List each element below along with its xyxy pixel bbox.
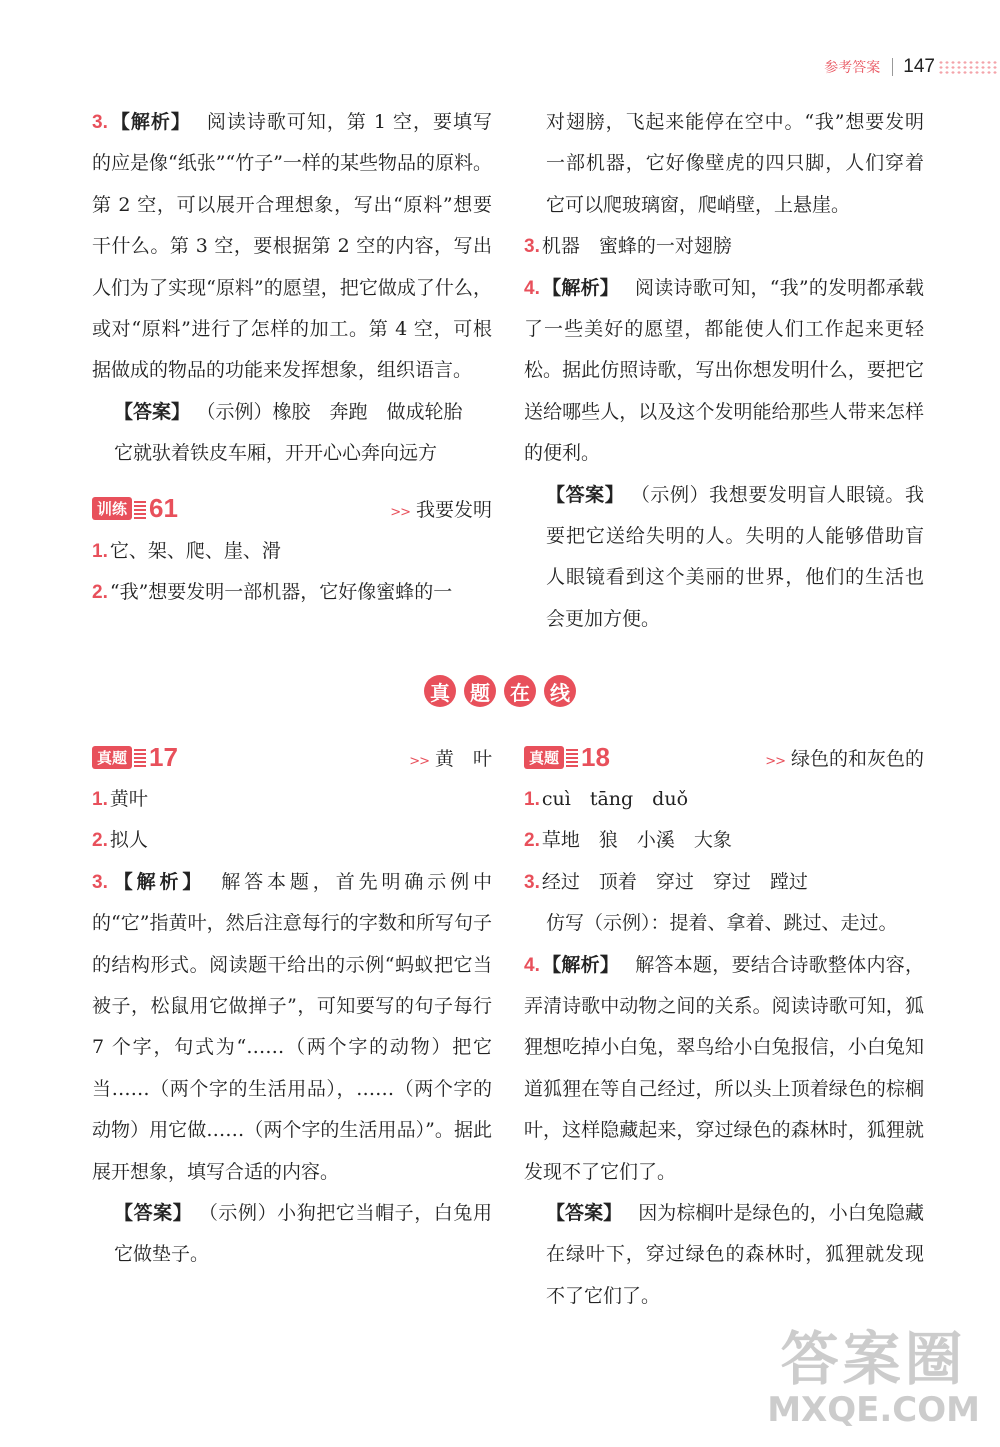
right-column-bottom (524, 735, 924, 1317)
right-q4 (524, 268, 924, 475)
right-q3 (524, 226, 924, 267)
left-column-top (92, 102, 492, 613)
left-q1 (92, 531, 492, 572)
right-b-q4-answer (524, 1193, 924, 1317)
right-q4-answer (524, 475, 924, 641)
answer-text: （示例）小狗把它当帽子，白兔用它做垫子。 (114, 1202, 492, 1266)
left-q3-answer-line2: 它就驮着铁皮车厢，开开心心奔向远方 (114, 442, 438, 465)
section-title (390, 495, 492, 522)
item-text: 它、架、爬、崖、滑 (109, 539, 281, 562)
left-q3 (92, 102, 492, 392)
page-number: 147 (903, 56, 935, 77)
section-badge: 训练 (92, 497, 132, 520)
section-number: 18 (581, 741, 610, 772)
double-chevron-icon: >> (409, 753, 429, 769)
section-title (409, 744, 492, 771)
left-q2 (92, 572, 492, 613)
double-chevron-icon: >> (765, 753, 785, 769)
answer-text: 因为棕榈叶是绿色的，小白兔隐藏在绿叶下，穿过绿色的森林时，狐狸就发现不了它们了。 (546, 1202, 924, 1307)
left-b-q2 (92, 820, 492, 861)
left-b-q1 (92, 779, 492, 820)
section-title-text: 绿色的和灰色的 (790, 747, 924, 770)
section-badge: 真题 (524, 746, 564, 769)
watermark-url: MXQE.COM (767, 1389, 980, 1430)
answer-tag: 【答案】 (546, 1202, 623, 1225)
answer-tag: 【答案】 (114, 1202, 193, 1225)
title-char: 在 (504, 675, 536, 707)
analysis-tag: 【解析】 (109, 870, 206, 893)
page-header (824, 56, 935, 78)
left-b-q3 (92, 862, 492, 1193)
double-chevron-icon: >> (390, 505, 410, 521)
item-number: 2. (92, 582, 108, 604)
left-q3-answer (92, 392, 492, 433)
item-number: 1. (524, 789, 540, 810)
section-heading-training-61 (92, 487, 492, 531)
item-number: 3. (524, 871, 540, 893)
right-b-q3 (524, 862, 924, 903)
analysis-text: 阅读诗歌可知，“我”的发明都承载了一些美好的愿望，都能使人们工作起来更轻松。据此仿照诗歌，写出你想发明什么，要把它送给哪些人，以及这个发明能给那些人带来怎样的便利。 (524, 276, 924, 465)
analysis-tag: 【解析】 (541, 276, 620, 299)
item-text: 黄叶 (109, 788, 148, 810)
item-number: 2. (92, 830, 108, 852)
right-b-q2 (524, 820, 924, 861)
answer-text: （示例）我想要发明盲人眼镜。我要把它送给失明的人。失明的人能够借助盲人眼镜看到这个美丽的世界，他们的生活也会更加方便。 (546, 483, 924, 630)
section-badge: 真题 (92, 746, 132, 769)
title-char: 题 (464, 675, 496, 707)
section-title-text: 我要发明 (415, 499, 492, 522)
item-text: 草地 狼 小溪 大象 (541, 829, 732, 852)
item-text: 拟人 (109, 829, 148, 852)
item-text: “我”想要发明一部机器，它好像蜜蜂的一 (109, 581, 453, 604)
section-number: 17 (149, 741, 178, 772)
right-b-q4 (524, 945, 924, 1193)
title-char: 线 (544, 675, 576, 707)
online-exam-title (0, 675, 1000, 707)
item-number: 1. (92, 540, 108, 562)
item-number: 3. (524, 236, 540, 258)
analysis-text: 解答本题，要结合诗歌整体内容，弄清诗歌中动物之间的关系。阅读诗歌可知，狐狸想吃掉小白兔，翠鸟给小白兔报信，小白兔知道狐狸在等自己经过，所以头上顶着绿色的棕榈叶，这样隐藏起来，穿过绿色的森林时，狐狸就发现不了它们了。 (524, 953, 924, 1183)
section-title (765, 744, 924, 771)
title-char: 真 (424, 675, 456, 707)
analysis-tag: 【解析】 (109, 111, 191, 133)
item-number: 2. (524, 830, 540, 852)
stripe-icon (134, 499, 146, 519)
item-number: 3. (92, 112, 108, 133)
item-number: 4. (524, 277, 540, 299)
item-number: 1. (92, 789, 108, 810)
item-text: 机器 蜜蜂的一对翅膀 (541, 235, 732, 258)
right-q2-continued: 对翅膀，飞起来能停在空中。“我”想要发明一部机器，它好像壁虎的四只脚，人们穿着它可以爬玻璃窗，爬峭壁，上悬崖。 (546, 111, 924, 216)
header-divider (892, 58, 893, 76)
item-text: cuì tāng duǒ (541, 788, 689, 810)
section-heading-exam-17 (92, 735, 492, 779)
item-number: 3. (92, 871, 108, 893)
analysis-text: 阅读诗歌可知，第 1 空，要填写的应是像“纸张”“竹子”一样的某些物品的原料。第 2 空，可以展开合理想象，写出“原料”想要干什么。第 3 空，要根据第 2 空的内容，写出人们为了实现“原料”的愿望，把它做成了什么，或对“原料”进行了怎样的加工。第 4 空，可根据做成的物品的功能来发挥想象，组织语言。 (92, 111, 492, 382)
header-label: 参考答案 (824, 60, 881, 76)
answer-tag: 【答案】 (546, 483, 625, 506)
watermark (767, 1324, 980, 1430)
analysis-text: 解答本题，首先明确示例中的“它”指黄叶，然后注意每行的字数和所写句子的结构形式。阅读题干给出的示例“蚂蚁把它当被子，松鼠用它做掸子”，可知要写的句子每行 7 个字，句式为“……（两个字的动物）把它当……（两个字的生活用品），……（两个字的动物）用它做……（两个字的生活用品）”。据此展开想象，填写合适的内容。 (92, 870, 492, 1183)
header-dot-pattern (938, 60, 998, 76)
left-b-q3-answer (92, 1193, 492, 1276)
section-heading-exam-18 (524, 735, 924, 779)
right-column-top (524, 102, 924, 640)
stripe-icon (566, 747, 578, 767)
answer-tag: 【答案】 (114, 400, 191, 423)
left-column-bottom (92, 735, 492, 1276)
section-number: 61 (149, 493, 178, 524)
item-number: 4. (524, 954, 540, 976)
section-title-text: 黄 叶 (434, 747, 492, 770)
answer-text: （示例）橡胶 奔跑 做成轮胎 (206, 400, 463, 423)
stripe-icon (134, 747, 146, 767)
watermark-logo-text: 答案圈 (780, 1324, 967, 1393)
analysis-tag: 【解析】 (541, 953, 620, 976)
right-b-q1 (524, 779, 924, 820)
item-text: 经过 顶着 穿过 穿过 蹚过 (541, 870, 808, 893)
right-b-q3-line2: 仿写（示例）：提着、拿着、跳过、走过。 (546, 912, 898, 935)
